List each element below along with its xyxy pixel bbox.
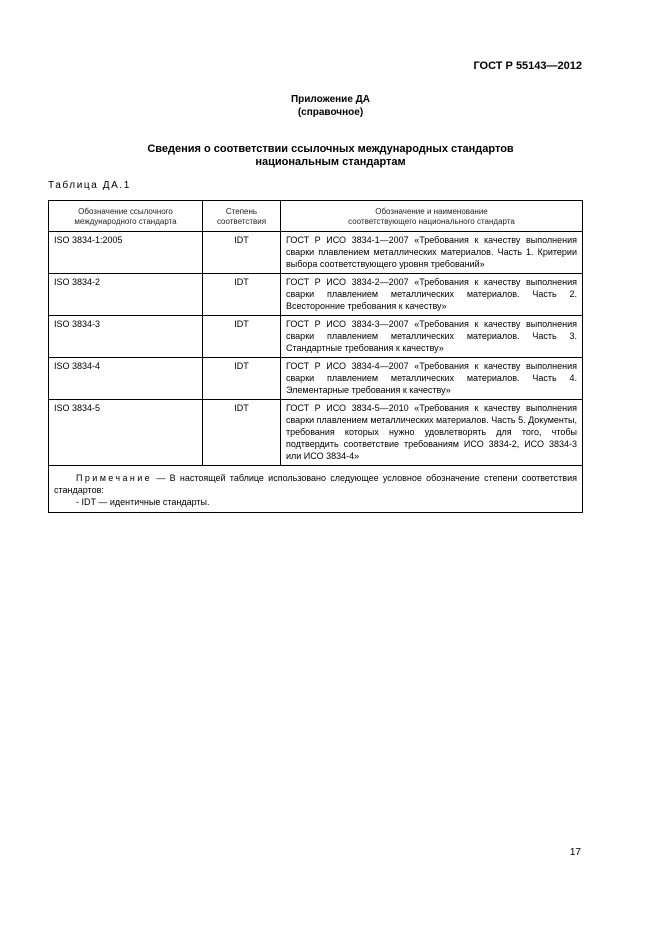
section-title-line2: национальным стандартам: [255, 156, 406, 168]
column-header-degree: Степень соответствия: [203, 201, 281, 232]
column-header-intl-standard: Обозначение ссылочного международного стандарта: [49, 201, 203, 232]
table-header-row: [49, 201, 583, 232]
annex-status: (справочное): [297, 107, 364, 118]
degree-cell: IDT: [203, 316, 281, 358]
note-paragraph: [54, 472, 577, 496]
table-caption: Таблица ДА.1: [48, 180, 131, 191]
intl-standard-cell: ISO 3834-2: [49, 274, 203, 316]
column-header-national-standard: Обозначение и наименование соответствующего национального стандарта: [281, 201, 583, 232]
table-note: [49, 466, 583, 513]
page-number: 17: [569, 847, 581, 858]
table-row: [49, 316, 583, 358]
national-standard-cell: ГОСТ Р ИСО 3834-1—2007 «Требования к качеству выполнения сварки плавлением металлических материалов. Часть 1. Критерии выбора соответствующего уровня требований»: [281, 232, 583, 274]
national-standard-cell: ГОСТ Р ИСО 3834-2—2007 «Требования к качеству выполнения сварки плавлением металлических материалов. Часть 2. Всесторонние требования к качеству»: [281, 274, 583, 316]
note-label: Примечание: [76, 473, 153, 483]
degree-cell: IDT: [203, 232, 281, 274]
national-standard-cell: ГОСТ Р ИСО 3834-4—2007 «Требования к качеству выполнения сварки плавлением металлических материалов. Часть 4. Элементарные требования к качеству»: [281, 358, 583, 400]
table-row: [49, 400, 583, 466]
table-note-row: [49, 466, 583, 513]
note-dash: —: [156, 473, 166, 483]
degree-cell: IDT: [203, 400, 281, 466]
table-row: [49, 358, 583, 400]
intl-standard-cell: ISO 3834-4: [49, 358, 203, 400]
degree-cell: IDT: [203, 358, 281, 400]
annex-heading: [0, 93, 661, 119]
intl-standard-cell: ISO 3834-5: [49, 400, 203, 466]
note-text: В настоящей таблице использовано следующее условное обозначение степени соответствия стандартов:: [54, 473, 577, 495]
intl-standard-cell: ISO 3834-1:2005: [49, 232, 203, 274]
note-item: - IDT — идентичные стандарты.: [76, 497, 210, 507]
document-header-standard-id: ГОСТ Р 55143—2012: [473, 60, 582, 72]
table-row: [49, 232, 583, 274]
standards-correspondence-table: [48, 200, 583, 513]
national-standard-cell: ГОСТ Р ИСО 3834-5—2010 «Требования к качеству выполнения сварки плавлением металлических материалов. Часть 5. Документы, требования которых нужно удовлетворять для того, чтобы подтвердить соответствие требованиям ИСО 3834-2, ИСО 3834-3 или ИСО 3834-4»: [281, 400, 583, 466]
degree-cell: IDT: [203, 274, 281, 316]
annex-name: Приложение ДА: [290, 94, 371, 105]
national-standard-cell: ГОСТ Р ИСО 3834-3—2007 «Требования к качеству выполнения сварки плавлением металлических материалов. Часть 3. Стандартные требования к качеству»: [281, 316, 583, 358]
intl-standard-cell: ISO 3834-3: [49, 316, 203, 358]
section-title-line1: Сведения о соответствии ссылочных международных стандартов: [147, 143, 514, 155]
section-title: [0, 143, 661, 169]
table-row: [49, 274, 583, 316]
